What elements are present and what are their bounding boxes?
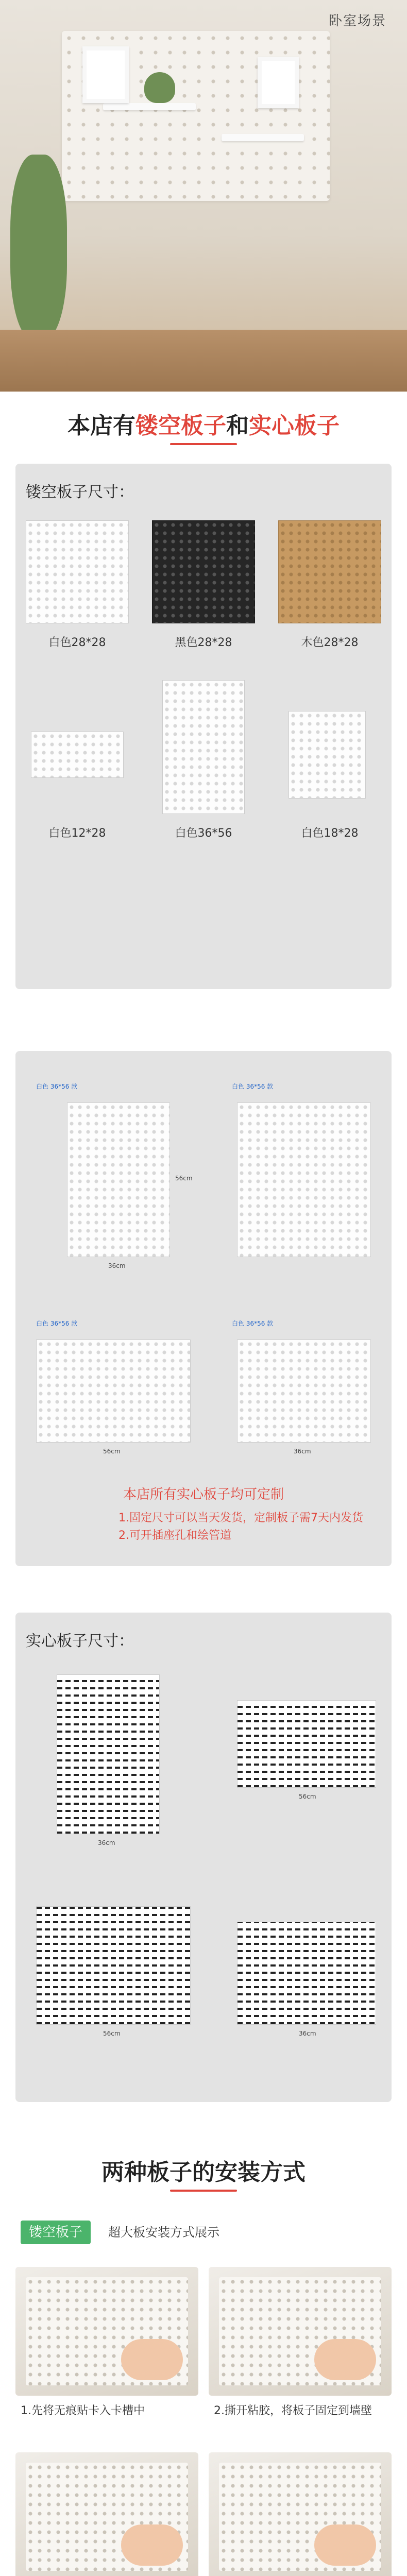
solid-board-size-card [15, 1613, 392, 2102]
custom-headline: 本店所有实心板子均可定制 [123, 1487, 284, 1502]
dimension-label: 36cm [108, 1262, 126, 1269]
shelf-photo [222, 134, 304, 141]
hero-photo [0, 0, 407, 392]
shelf-photo [103, 103, 196, 110]
swatch-caption: 木色28*28 [301, 636, 359, 649]
swatch-wood-28 [278, 520, 381, 623]
swatch-caption: 白色28*28 [48, 636, 106, 649]
swatch-caption: 白色36*56 [175, 827, 232, 840]
swatch-caption: 黑色28*28 [175, 636, 232, 649]
solid-board-diagram [36, 1906, 191, 2025]
swatch-black-28 [152, 520, 255, 623]
title-underline [170, 2190, 237, 2192]
title-underline [170, 443, 237, 445]
hero-caption: 卧室场景 [328, 13, 386, 29]
step-caption: 1.先将无痕贴卡入卡槽中 [21, 2404, 145, 2417]
board-diagram [237, 1103, 371, 1257]
dimension-label: 56cm [175, 1175, 193, 1182]
picture-frame-photo [82, 46, 129, 103]
swatch-caption: 白色12*28 [48, 827, 106, 840]
board-diagram [36, 1340, 191, 1443]
dimension-label: 56cm [103, 1448, 121, 1455]
section-title-board-types: 本店有镂空板子和实心板子 [67, 413, 340, 439]
solid-board-diagram [57, 1674, 160, 1834]
size-note: 白色 36*56 款 [36, 1083, 78, 1090]
custom-notes-list: 1.固定尺寸可以当天发货，定制板子需7天内发货 2.可开插座孔和绘管道 [118, 1512, 363, 1542]
card-label: 镂空板子尺寸： [26, 483, 134, 501]
step-caption: 2.撕开粘胶，将板子固定到墙壁 [214, 2404, 372, 2417]
dimension-label: 56cm [299, 1793, 316, 1800]
size-note: 白色 36*56 款 [36, 1320, 78, 1327]
board-diagram [237, 1340, 371, 1443]
solid-board-diagram [237, 1922, 376, 2025]
size-note: 白色 36*56 款 [232, 1083, 274, 1090]
swatch-white-36-56 [162, 680, 245, 814]
custom-size-card [15, 1051, 392, 1566]
desk-photo [0, 330, 407, 392]
picture-frame-photo [258, 57, 299, 108]
dimension-label: 36cm [294, 1448, 311, 1455]
step-photo [209, 2452, 392, 2576]
swatch-white-18 [289, 711, 366, 799]
swatch-white-12 [31, 732, 124, 778]
swatch-caption: 白色18*28 [301, 827, 359, 840]
plant-photo [10, 155, 67, 340]
plant-photo [144, 72, 175, 103]
dimension-label: 56cm [103, 2030, 121, 2037]
size-note: 白色 36*56 款 [232, 1320, 274, 1327]
dimension-label: 36cm [299, 2030, 316, 2037]
board-diagram [67, 1103, 170, 1257]
step-photo [15, 2452, 198, 2576]
card-label: 实心板子尺寸： [26, 1632, 134, 1650]
dimension-label: 36cm [98, 1839, 115, 1846]
step-photo [209, 2267, 392, 2396]
install-desc: 超大板安装方式展示 [108, 2225, 219, 2240]
step-photo [15, 2267, 198, 2396]
solid-board-diagram [237, 1700, 376, 1788]
hollow-board-size-card [15, 464, 392, 989]
section-title-install: 两种板子的安装方式 [101, 2159, 306, 2185]
hollow-install-tag: 镂空板子 [21, 2221, 91, 2244]
swatch-white-28 [26, 520, 129, 623]
